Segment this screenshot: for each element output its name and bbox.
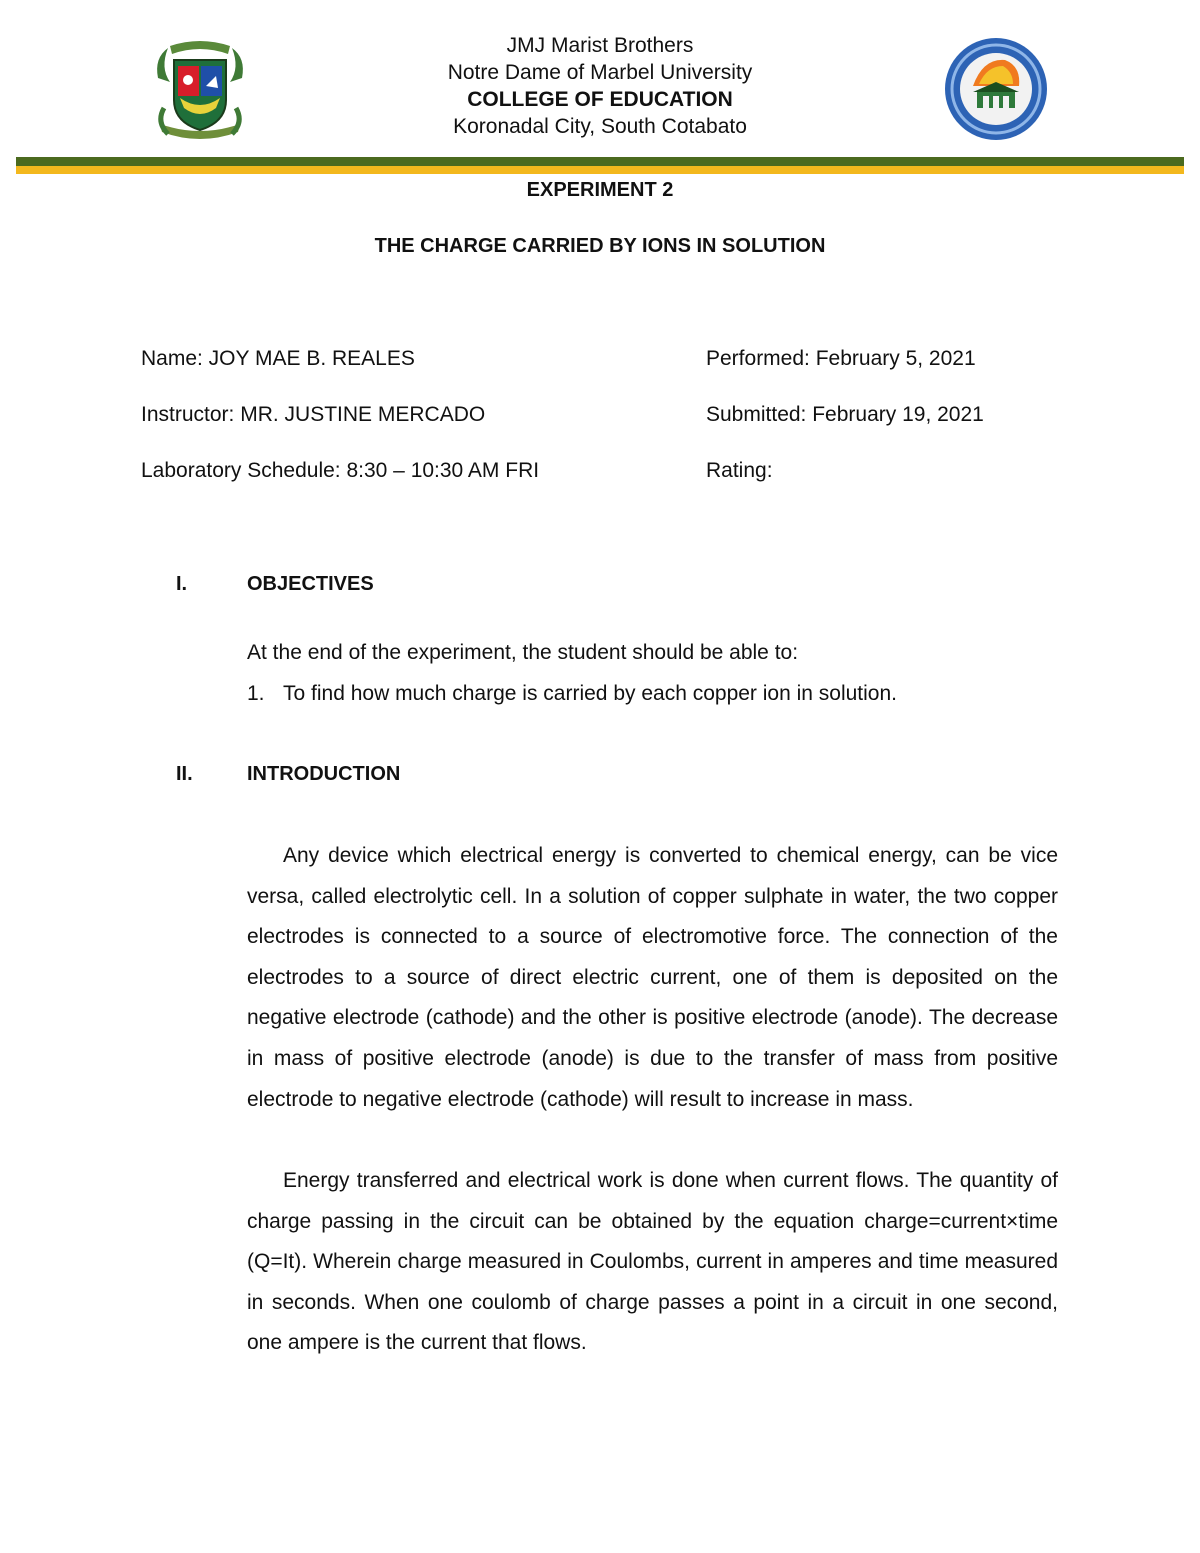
instructor-name: Instructor: MR. JUSTINE MERCADO	[141, 403, 486, 426]
objective-item-number: 1.	[247, 682, 265, 705]
section-heading-introduction: INTRODUCTION	[247, 763, 401, 785]
header-band-gold	[16, 166, 1184, 174]
student-name: Name: JOY MAE B. REALES	[141, 347, 415, 370]
date-submitted: Submitted: February 19, 2021	[706, 403, 984, 426]
college-name: COLLEGE OF EDUCATION	[467, 88, 733, 111]
institution-line-2: Notre Dame of Marbel University	[447, 61, 753, 84]
header-band-green	[16, 157, 1184, 166]
institution-address: Koronadal City, South Cotabato	[453, 115, 747, 138]
date-performed: Performed: February 5, 2021	[706, 347, 976, 370]
experiment-title: THE CHARGE CARRIED BY IONS IN SOLUTION	[374, 235, 826, 257]
experiment-number: EXPERIMENT 2	[526, 179, 674, 201]
objective-item-text: To find how much charge is carried by each copper ion in solution.	[283, 682, 898, 705]
section-heading-objectives: OBJECTIVES	[247, 573, 374, 595]
rating: Rating:	[706, 459, 773, 482]
lab-schedule: Laboratory Schedule: 8:30 – 10:30 AM FRI	[141, 459, 540, 482]
section-number-objectives: I.	[176, 573, 188, 595]
section-number-introduction: II.	[176, 763, 193, 785]
institution-line-1: JMJ Marist Brothers	[506, 34, 694, 57]
introduction-paragraph-1: Any device which electrical energy is converted to chemical energy, can be vice versa, called electrolytic cell. In a solution of copper sulphate in water, the two copper electrodes is connected to a source of electromotive force. The connection of the electrodes to a source of direct electric current, one of them is deposited on the negative electrode (cathode) and the other is positive electrode (anode). The decrease in mass of positive electrode (anode) is due to the transfer of mass from positive electrode to negative electrode (cathode) will result to increase in mass.	[247, 844, 1058, 1111]
introduction-paragraph-2: Energy transferred and electrical work is done when current flows. The quantity of charge passing in the circuit can be obtained by the equation charge=current×time (Q=It). Wherein charge measured in Coulombs, current in amperes and time measured in seconds. When one coulomb of charge passes a point in a circuit in one second, one ampere is the current that flows.	[247, 1169, 1058, 1355]
objectives-intro: At the end of the experiment, the student should be able to:	[247, 641, 799, 664]
